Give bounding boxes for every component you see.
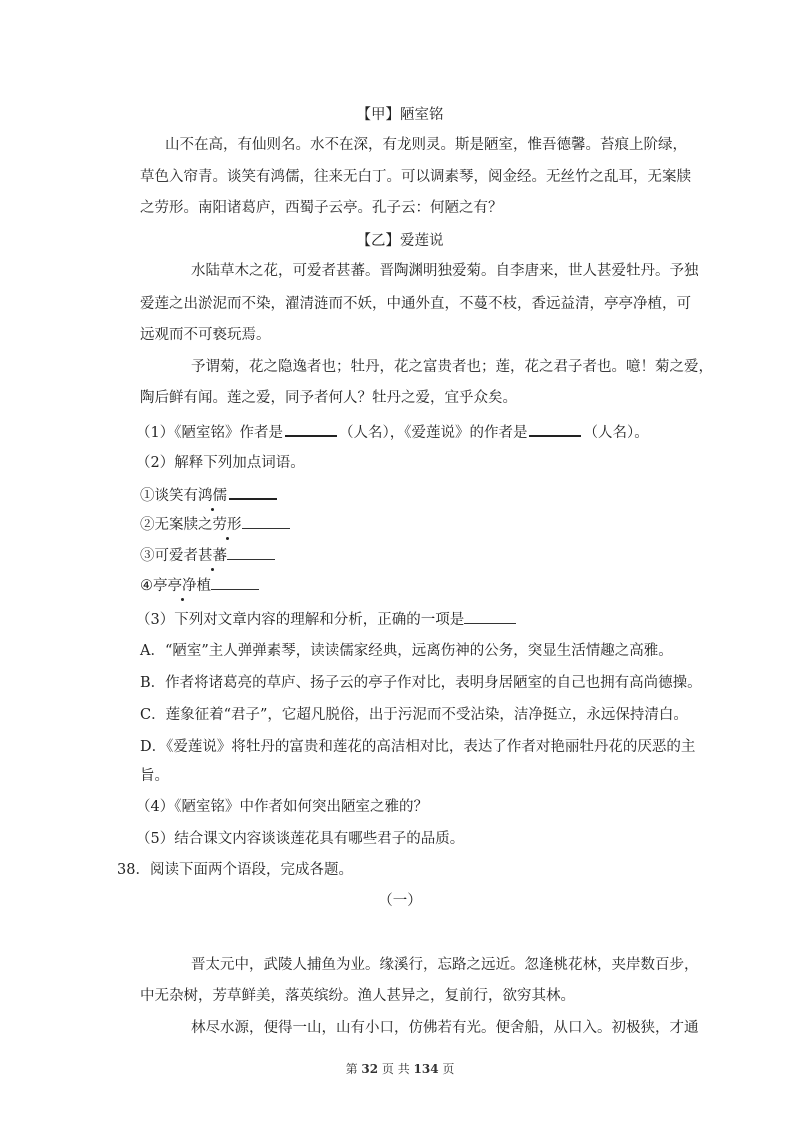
q2-item-4: ④亭亭净植 <box>140 575 259 596</box>
option-b: B．作者将诸葛亮的草庐、扬子云的亭子作对比，表明身居陋室的自己也拥有高尚德操。 <box>140 675 702 691</box>
total-page-count: 134 <box>413 1062 439 1076</box>
question-38: 38．阅读下面两个语段，完成各题。 <box>117 862 353 878</box>
jia-paragraph-line: 之劳形。南阳诸葛庐，西蜀子云亭。孔子云：何陋之有？ <box>140 200 503 216</box>
jia-title: 【甲】陋室铭 <box>356 107 444 123</box>
question-1: （1）《陋室铭》作者是 （人名），《爱莲说》的作者是 （人名）。 <box>136 421 649 443</box>
dotted-word: 劳形 <box>212 517 242 533</box>
question-5: （5）结合课文内容谈谈莲花具有哪些君子的品质。 <box>136 831 465 847</box>
q2-item-3: ③可爱者甚蕃 <box>140 545 275 566</box>
tao-paragraph-line: 晋太元中，武陵人捕鱼为业。缘溪行，忘路之远近。忽逢桃花林，夹岸数百步， <box>191 957 699 973</box>
yi-paragraph-line: 予谓菊，花之隐逸者也；牡丹，花之富贵者也；莲，花之君子者也。噫！菊之爱， <box>191 359 713 375</box>
yi-paragraph-line: 远观而不可亵玩焉。 <box>140 327 271 343</box>
question-3: （3）下列对文章内容的理解和分析，正确的一项是 <box>136 609 516 630</box>
answer-blank[interactable] <box>227 545 275 560</box>
answer-blank[interactable] <box>242 514 290 529</box>
answer-blank[interactable] <box>211 575 259 590</box>
option-d: D．《爱莲说》将牡丹的富贵和莲花的高洁相对比，表达了作者对艳丽牡丹花的厌恶的主 <box>140 739 696 755</box>
dotted-word: 鸿儒 <box>198 488 227 504</box>
yi-paragraph-line: 爱莲之出淤泥而不染，濯清涟而不妖，中通外直，不蔓不枝，香远益清，亭亭净植，可 <box>140 296 691 312</box>
dotted-word: 亭亭净植 <box>153 578 211 594</box>
option-a: A．“陋室”主人弹弹素琴，读读儒家经典，远离伤神的公务，突显生活情趣之高雅。 <box>140 643 673 659</box>
question-2: （2）解释下列加点词语。 <box>136 455 305 471</box>
option-c: C．莲象征着“君子”，它超凡脱俗，出于污泥而不受沾染，洁净挺立，永远保持清白。 <box>140 707 688 723</box>
section-heading: （一） <box>378 893 422 909</box>
tao-paragraph-line: 中无杂树，芳草鲜美，落英缤纷。渔人甚异之，复前行，欲穷其林。 <box>140 988 575 1004</box>
answer-blank[interactable] <box>529 421 581 437</box>
current-page-number: 32 <box>361 1062 379 1076</box>
yi-title: 【乙】爱莲说 <box>356 233 444 249</box>
tao-paragraph-line: 林尽水源，便得一山，山有小口，仿佛若有光。便舍船，从口入。初极狭，才通 <box>191 1020 699 1036</box>
jia-paragraph-line: 草色入帘青。谈笑有鸿儒，往来无白丁。可以调素琴，阅金经。无丝竹之乱耳，无案牍 <box>140 169 691 185</box>
answer-blank[interactable] <box>464 609 516 624</box>
yi-paragraph-line: 陶后鲜有闻。莲之爱，同予者何人？牡丹之爱，宜乎众矣。 <box>140 390 517 406</box>
answer-blank[interactable] <box>285 421 337 437</box>
question-4: （4）《陋室铭》中作者如何突出陋室之雅的？ <box>136 799 428 815</box>
q2-item-1: ①谈笑有鸿儒 <box>140 484 279 506</box>
jia-paragraph-line: 山不在高，有仙则名。水不在深，有龙则灵。斯是陋室，惟吾德馨。苔痕上阶绿， <box>165 137 687 153</box>
q2-item-2: ②无案牍之劳形 <box>140 514 290 535</box>
dotted-word: 甚蕃 <box>198 548 227 564</box>
yi-paragraph-line: 水陆草木之花，可爱者甚蕃。晋陶渊明独爱菊。自李唐来，世人甚爱牡丹。予独 <box>191 263 699 279</box>
answer-blank[interactable] <box>229 484 277 500</box>
page-footer: 第 32 页 共 134 页 <box>345 1062 455 1076</box>
option-d-continuation: 旨。 <box>140 768 169 784</box>
